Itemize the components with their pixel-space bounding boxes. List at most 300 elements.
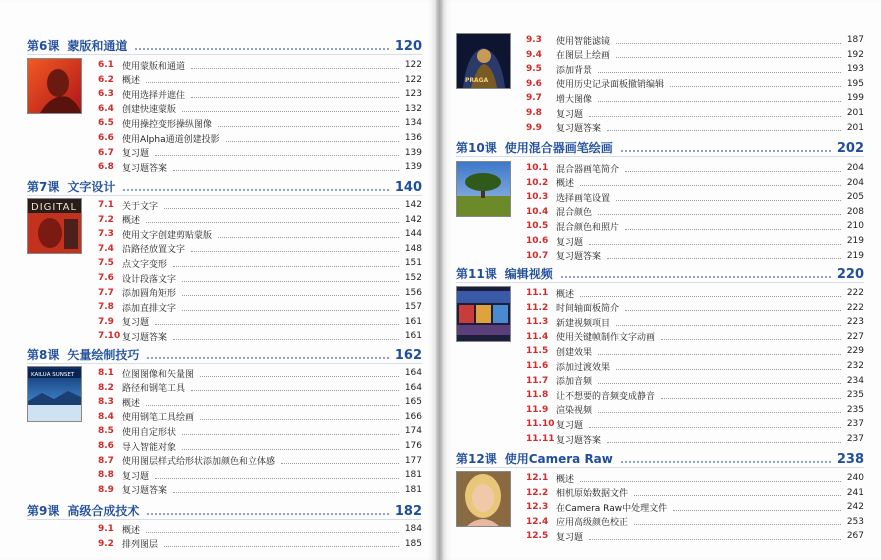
dot-leader	[155, 472, 399, 479]
dot-leader	[182, 105, 399, 112]
item-number: 11.5	[526, 346, 549, 357]
item-title: 混合颜色	[556, 208, 593, 219]
item-title: 使用历史记录面板撤销编辑	[556, 80, 665, 91]
toc-item[interactable]	[98, 300, 422, 314]
item-number: 7.3	[98, 229, 114, 240]
dot-leader	[200, 413, 399, 420]
item-title: 沿路径放置文字	[122, 245, 186, 256]
toc-item[interactable]	[526, 190, 864, 204]
dot-leader	[589, 533, 841, 540]
item-page-number: 177	[404, 455, 422, 466]
dot-leader	[146, 76, 399, 83]
lesson-heading[interactable]	[27, 36, 422, 55]
item-title: 概述	[122, 76, 141, 87]
item-number: 9.1	[98, 524, 114, 534]
item-title: 添加背景	[556, 65, 593, 76]
item-title: 复习题	[556, 420, 584, 431]
toc-item[interactable]	[526, 330, 864, 344]
item-number: 9.4	[526, 49, 542, 60]
tree-landscape-icon	[456, 161, 511, 217]
item-number: 11.3	[526, 317, 549, 328]
item-page-number: 204	[846, 177, 864, 188]
item-title: 复习题答案	[122, 486, 168, 497]
toc-item[interactable]	[526, 205, 864, 219]
item-page-number: 208	[846, 206, 864, 217]
video-strip-icon	[456, 286, 511, 342]
dot-leader	[155, 149, 399, 156]
dot-leader	[191, 62, 399, 69]
toc-item[interactable]	[526, 359, 864, 373]
dot-leader	[598, 66, 841, 73]
item-title: 使用蒙版和通道	[122, 61, 186, 72]
dot-leader	[164, 540, 399, 547]
item-number: 10.2	[526, 177, 549, 188]
svg-text:PRAGA: PRAGA	[465, 77, 489, 84]
toc-item[interactable]	[98, 116, 422, 130]
toc-item[interactable]	[526, 417, 864, 431]
item-page-number: 132	[404, 103, 422, 114]
item-number: 11.7	[526, 375, 549, 386]
item-number: 7.2	[98, 214, 114, 225]
item-page-number: 193	[846, 64, 864, 75]
toc-item[interactable]	[98, 242, 422, 256]
item-number: 11.6	[526, 361, 549, 371]
dot-leader	[164, 202, 399, 209]
item-page-number: 219	[846, 236, 864, 246]
item-number: 6.8	[98, 162, 114, 173]
dot-leader	[281, 457, 399, 464]
toc-item[interactable]	[526, 403, 864, 417]
item-title: 使用关键帧制作文字动画	[556, 333, 656, 344]
item-page-number: 199	[846, 93, 864, 104]
toc-item[interactable]	[98, 271, 422, 285]
toc-item[interactable]	[98, 329, 422, 343]
item-number: 7.5	[98, 258, 114, 269]
toc-item[interactable]	[526, 286, 864, 300]
svg-text:DIGITAL: DIGITAL	[31, 202, 78, 213]
toc-item[interactable]	[98, 366, 422, 380]
dot-leader	[191, 384, 399, 391]
item-title: 在Camera Raw中处理文件	[556, 503, 668, 514]
portrait-blonde-icon	[456, 471, 511, 527]
item-title: 混合颜色和照片	[556, 222, 620, 233]
lesson-number: 第6课	[27, 39, 60, 53]
item-number: 7.8	[98, 302, 114, 313]
toc-item[interactable]	[526, 234, 864, 248]
item-page-number: 165	[404, 397, 422, 408]
item-number: 10.1	[526, 163, 549, 173]
item-title: 新建视频项目	[556, 318, 611, 329]
dot-leader	[598, 406, 841, 413]
item-number: 10.5	[526, 221, 549, 232]
item-title: 添加过渡效果	[556, 362, 611, 373]
lesson-heading[interactable]	[27, 345, 422, 364]
item-title: 增大图像	[556, 94, 593, 105]
item-number: 6.2	[98, 74, 114, 85]
dot-leader	[661, 392, 841, 399]
item-number: 9.6	[526, 78, 542, 89]
dot-leader	[182, 428, 399, 435]
dot-leader	[173, 486, 399, 493]
toc-item[interactable]	[98, 395, 422, 409]
item-number: 11.10	[526, 419, 555, 430]
lesson-title: 使用混合器画笔绘画	[504, 141, 613, 155]
dot-leader	[625, 165, 841, 172]
dot-leader	[607, 124, 841, 131]
dot-leader	[173, 164, 399, 171]
item-title: 概述	[122, 398, 141, 409]
toc-item[interactable]	[526, 121, 864, 135]
item-title: 选择画笔设置	[556, 193, 611, 204]
toc-item[interactable]	[98, 454, 422, 468]
lesson-number: 第10课	[456, 141, 497, 155]
toc-item[interactable]	[526, 301, 864, 315]
item-number: 12.3	[526, 502, 549, 513]
item-page-number: 122	[404, 60, 422, 70]
item-number: 9.5	[526, 64, 542, 75]
lesson-heading[interactable]	[456, 138, 864, 157]
item-title: 关于文字	[122, 201, 159, 212]
item-title: 导入智能对象	[122, 442, 177, 453]
dot-leader	[146, 526, 399, 533]
toc-item[interactable]	[98, 381, 422, 395]
toc-item[interactable]	[526, 48, 864, 62]
item-title: 复习题	[122, 471, 150, 482]
dot-leader	[580, 290, 841, 297]
item-number: 10.7	[526, 250, 549, 261]
item-number: 12.4	[526, 516, 549, 527]
dot-leader	[123, 189, 388, 191]
toc-item[interactable]	[98, 131, 422, 145]
lesson-page-number: 182	[394, 504, 422, 519]
item-title: 使用钢笔工具绘画	[122, 413, 195, 424]
item-number: 10.6	[526, 236, 549, 246]
lesson-number: 第12课	[456, 452, 497, 466]
item-number: 12.2	[526, 487, 549, 498]
dot-leader	[135, 48, 388, 50]
item-page-number: 253	[846, 516, 864, 527]
item-number: 11.1	[526, 288, 549, 298]
toc-item[interactable]	[98, 424, 422, 438]
toc-item[interactable]	[526, 77, 864, 91]
item-number: 10.4	[526, 206, 549, 217]
lesson-page-number: 120	[394, 39, 422, 54]
item-number: 11.2	[526, 302, 549, 313]
toc-item[interactable]	[526, 432, 864, 446]
item-title: 概述	[122, 216, 141, 227]
svg-text:KAILUA SUNSET: KAILUA SUNSET	[31, 372, 75, 378]
item-page-number: 136	[404, 133, 422, 143]
item-title: 设计段落文字	[122, 274, 177, 285]
dot-leader	[218, 120, 399, 127]
dot-leader	[147, 513, 388, 515]
item-title: 添加圆角矩形	[122, 289, 177, 300]
toc-item[interactable]	[98, 439, 422, 453]
item-page-number: 227	[846, 331, 864, 342]
item-page-number: 134	[404, 118, 422, 129]
item-number: 8.6	[98, 441, 114, 451]
item-page-number: 152	[404, 273, 422, 283]
item-number: 9.2	[98, 538, 114, 549]
item-title: 相机原始数据文件	[556, 489, 629, 500]
item-title: 路径和钢笔工具	[122, 384, 186, 395]
toc-item[interactable]	[526, 249, 864, 263]
lesson-page-number: 140	[394, 180, 422, 195]
item-title: 复习题	[122, 318, 150, 329]
lesson-heading[interactable]	[456, 449, 864, 468]
toc-item[interactable]	[98, 483, 422, 497]
toc-item[interactable]	[98, 160, 422, 174]
item-page-number: 151	[404, 258, 422, 269]
toc-item[interactable]	[98, 286, 422, 300]
toc-item[interactable]	[98, 213, 422, 227]
item-number: 8.4	[98, 411, 114, 422]
toc-item[interactable]	[526, 471, 864, 485]
dot-leader	[173, 333, 399, 340]
dot-leader	[146, 399, 399, 406]
dot-leader	[634, 518, 841, 525]
toc-item[interactable]	[526, 486, 864, 500]
item-title: 使用文字创建剪贴蒙版	[122, 230, 213, 241]
item-page-number: 164	[404, 368, 422, 378]
dot-leader	[146, 216, 399, 223]
item-page-number: 166	[404, 411, 422, 422]
item-title: 复习题	[556, 237, 584, 248]
lesson-title: 蒙版和通道	[67, 39, 128, 53]
dot-leader	[598, 95, 841, 102]
dot-leader	[616, 319, 841, 326]
item-page-number: 201	[846, 108, 864, 118]
dot-leader	[155, 318, 399, 325]
item-number: 11.8	[526, 390, 549, 401]
toc-item[interactable]	[98, 73, 422, 87]
toc-item[interactable]	[526, 515, 864, 529]
item-title: 复习题	[122, 149, 150, 160]
item-title: 概述	[556, 289, 575, 300]
lesson-page-number: 162	[394, 348, 422, 363]
item-page-number: 235	[846, 404, 864, 415]
portrait-red-icon	[27, 58, 82, 114]
item-page-number: 187	[846, 35, 864, 45]
lake-banner-icon	[27, 366, 82, 422]
item-page-number: 240	[846, 473, 864, 483]
item-title: 排列图层	[122, 540, 159, 551]
item-page-number: 181	[404, 484, 422, 495]
item-number: 11.9	[526, 404, 549, 415]
item-page-number: 148	[404, 243, 422, 254]
dot-leader	[607, 436, 841, 443]
item-title: 复习题答案	[556, 124, 602, 135]
toc-item[interactable]	[98, 522, 422, 536]
item-page-number: 161	[404, 316, 422, 327]
dot-leader	[182, 275, 399, 282]
toc-item[interactable]	[98, 198, 422, 212]
item-number: 8.3	[98, 397, 114, 408]
item-page-number: 222	[846, 288, 864, 298]
toc-item[interactable]	[98, 315, 422, 329]
dot-leader	[673, 504, 841, 511]
dot-leader	[616, 363, 841, 370]
lesson-number: 第9课	[27, 504, 60, 518]
item-number: 6.6	[98, 133, 114, 143]
item-title: 点文字变形	[122, 259, 168, 270]
item-title: 应用高级颜色校正	[556, 518, 629, 529]
lesson-heading[interactable]	[27, 501, 422, 520]
item-page-number: 139	[404, 162, 422, 173]
item-number: 11.11	[526, 434, 555, 444]
item-page-number: 267	[846, 531, 864, 542]
item-title: 复习题答案	[122, 163, 168, 174]
item-page-number: 156	[404, 287, 422, 298]
item-number: 7.9	[98, 316, 114, 327]
item-number: 7.1	[98, 200, 114, 210]
lesson-number: 第7课	[27, 180, 60, 194]
item-number: 6.5	[98, 118, 114, 129]
dot-leader	[580, 179, 841, 186]
item-title: 复习题	[556, 532, 584, 543]
dot-leader	[607, 252, 841, 259]
toc-item[interactable]	[98, 146, 422, 160]
item-number: 9.7	[526, 93, 542, 104]
item-title: 使用Alpha通道创建投影	[122, 134, 220, 145]
lesson-number: 第11课	[456, 267, 497, 281]
toc-item[interactable]	[526, 315, 864, 329]
item-title: 复习题答案	[556, 252, 602, 263]
lesson-page-number: 220	[836, 267, 864, 282]
toc-item[interactable]	[98, 102, 422, 116]
item-title: 让不想要的音频变成静音	[556, 391, 656, 402]
item-title: 添加音频	[556, 377, 593, 388]
item-page-number: 223	[846, 317, 864, 328]
item-number: 8.8	[98, 470, 114, 481]
item-number: 8.5	[98, 426, 114, 437]
dot-leader	[173, 260, 399, 267]
dot-leader	[191, 91, 399, 98]
item-number: 12.1	[526, 473, 549, 483]
toc-item[interactable]	[98, 87, 422, 101]
item-title: 创建快速蒙版	[122, 105, 177, 116]
dot-leader	[182, 443, 399, 450]
item-page-number: 222	[846, 302, 864, 313]
item-page-number: 192	[846, 49, 864, 60]
item-title: 创建效果	[556, 347, 593, 358]
item-number: 8.7	[98, 455, 114, 466]
dot-leader	[561, 276, 831, 278]
lesson-title: 使用Camera Raw	[504, 452, 613, 466]
dot-leader	[191, 245, 399, 252]
toc-item[interactable]	[526, 62, 864, 76]
item-page-number: 142	[404, 214, 422, 225]
item-page-number: 185	[404, 538, 422, 549]
item-page-number: 157	[404, 302, 422, 313]
toc-item[interactable]	[526, 91, 864, 105]
item-page-number: 234	[846, 375, 864, 386]
dot-leader	[182, 304, 399, 311]
lesson-title: 编辑视频	[504, 267, 553, 281]
item-page-number: 237	[846, 419, 864, 430]
digital-poster-icon	[27, 198, 82, 254]
dot-leader	[226, 135, 399, 142]
toc-item[interactable]	[526, 500, 864, 514]
item-title: 概述	[556, 474, 575, 485]
dot-leader	[621, 150, 831, 152]
dot-leader	[616, 37, 841, 44]
lesson-title: 文字设计	[67, 180, 116, 194]
dot-leader	[625, 223, 841, 230]
item-number: 6.7	[98, 147, 114, 158]
item-title: 使用自定形状	[122, 427, 177, 438]
left-page	[0, 0, 436, 560]
item-page-number: 229	[846, 346, 864, 357]
toc-item[interactable]	[526, 388, 864, 402]
item-number: 7.4	[98, 243, 114, 254]
item-page-number: 161	[404, 331, 422, 342]
toc-item[interactable]	[526, 33, 864, 47]
toc-item[interactable]	[98, 537, 422, 551]
item-title: 添加直排文字	[122, 303, 177, 314]
lesson-title: 矢量绘制技巧	[67, 348, 140, 362]
toc-item[interactable]	[526, 106, 864, 120]
item-number: 9.9	[526, 122, 542, 133]
toc-item[interactable]	[526, 161, 864, 175]
item-page-number: 195	[846, 78, 864, 89]
item-number: 7.6	[98, 273, 114, 283]
toc-item[interactable]	[526, 529, 864, 543]
dot-leader	[621, 461, 831, 463]
lesson-number: 第8课	[27, 348, 60, 362]
toc-item[interactable]	[98, 410, 422, 424]
item-title: 时间轴面板简介	[556, 304, 620, 315]
dot-leader	[661, 333, 841, 340]
item-page-number: 204	[846, 163, 864, 173]
item-number: 12.5	[526, 531, 549, 542]
item-number: 6.1	[98, 60, 114, 70]
toc-item[interactable]	[526, 374, 864, 388]
item-page-number: 123	[404, 89, 422, 100]
lesson-page-number: 202	[836, 141, 864, 156]
toc-item[interactable]	[526, 176, 864, 190]
item-title: 概述	[556, 179, 575, 190]
lesson-heading[interactable]	[456, 264, 864, 283]
item-number: 10.3	[526, 192, 549, 203]
lesson-heading[interactable]	[27, 177, 422, 196]
item-title: 位图图像和矢量图	[122, 369, 195, 380]
book-gutter	[436, 0, 443, 560]
item-page-number: 242	[846, 502, 864, 513]
item-page-number: 164	[404, 382, 422, 393]
item-page-number: 142	[404, 200, 422, 210]
item-page-number: 144	[404, 229, 422, 240]
toc-item[interactable]	[98, 58, 422, 72]
toc-item[interactable]	[98, 468, 422, 482]
toc-item[interactable]	[526, 219, 864, 233]
item-number: 8.1	[98, 368, 114, 378]
dot-leader	[598, 208, 841, 215]
toc-item[interactable]	[98, 227, 422, 241]
item-title: 使用智能滤镜	[556, 36, 611, 47]
item-title: 混合器画笔简介	[556, 164, 620, 175]
right-page	[443, 0, 881, 560]
item-page-number: 122	[404, 74, 422, 85]
item-page-number: 201	[846, 122, 864, 133]
item-page-number: 181	[404, 470, 422, 481]
lesson-page-number: 238	[836, 452, 864, 467]
toc-item[interactable]	[98, 256, 422, 270]
item-number: 8.2	[98, 382, 114, 393]
item-number: 9.8	[526, 108, 542, 118]
item-title: 复习题	[556, 109, 584, 120]
toc-item[interactable]	[526, 344, 864, 358]
